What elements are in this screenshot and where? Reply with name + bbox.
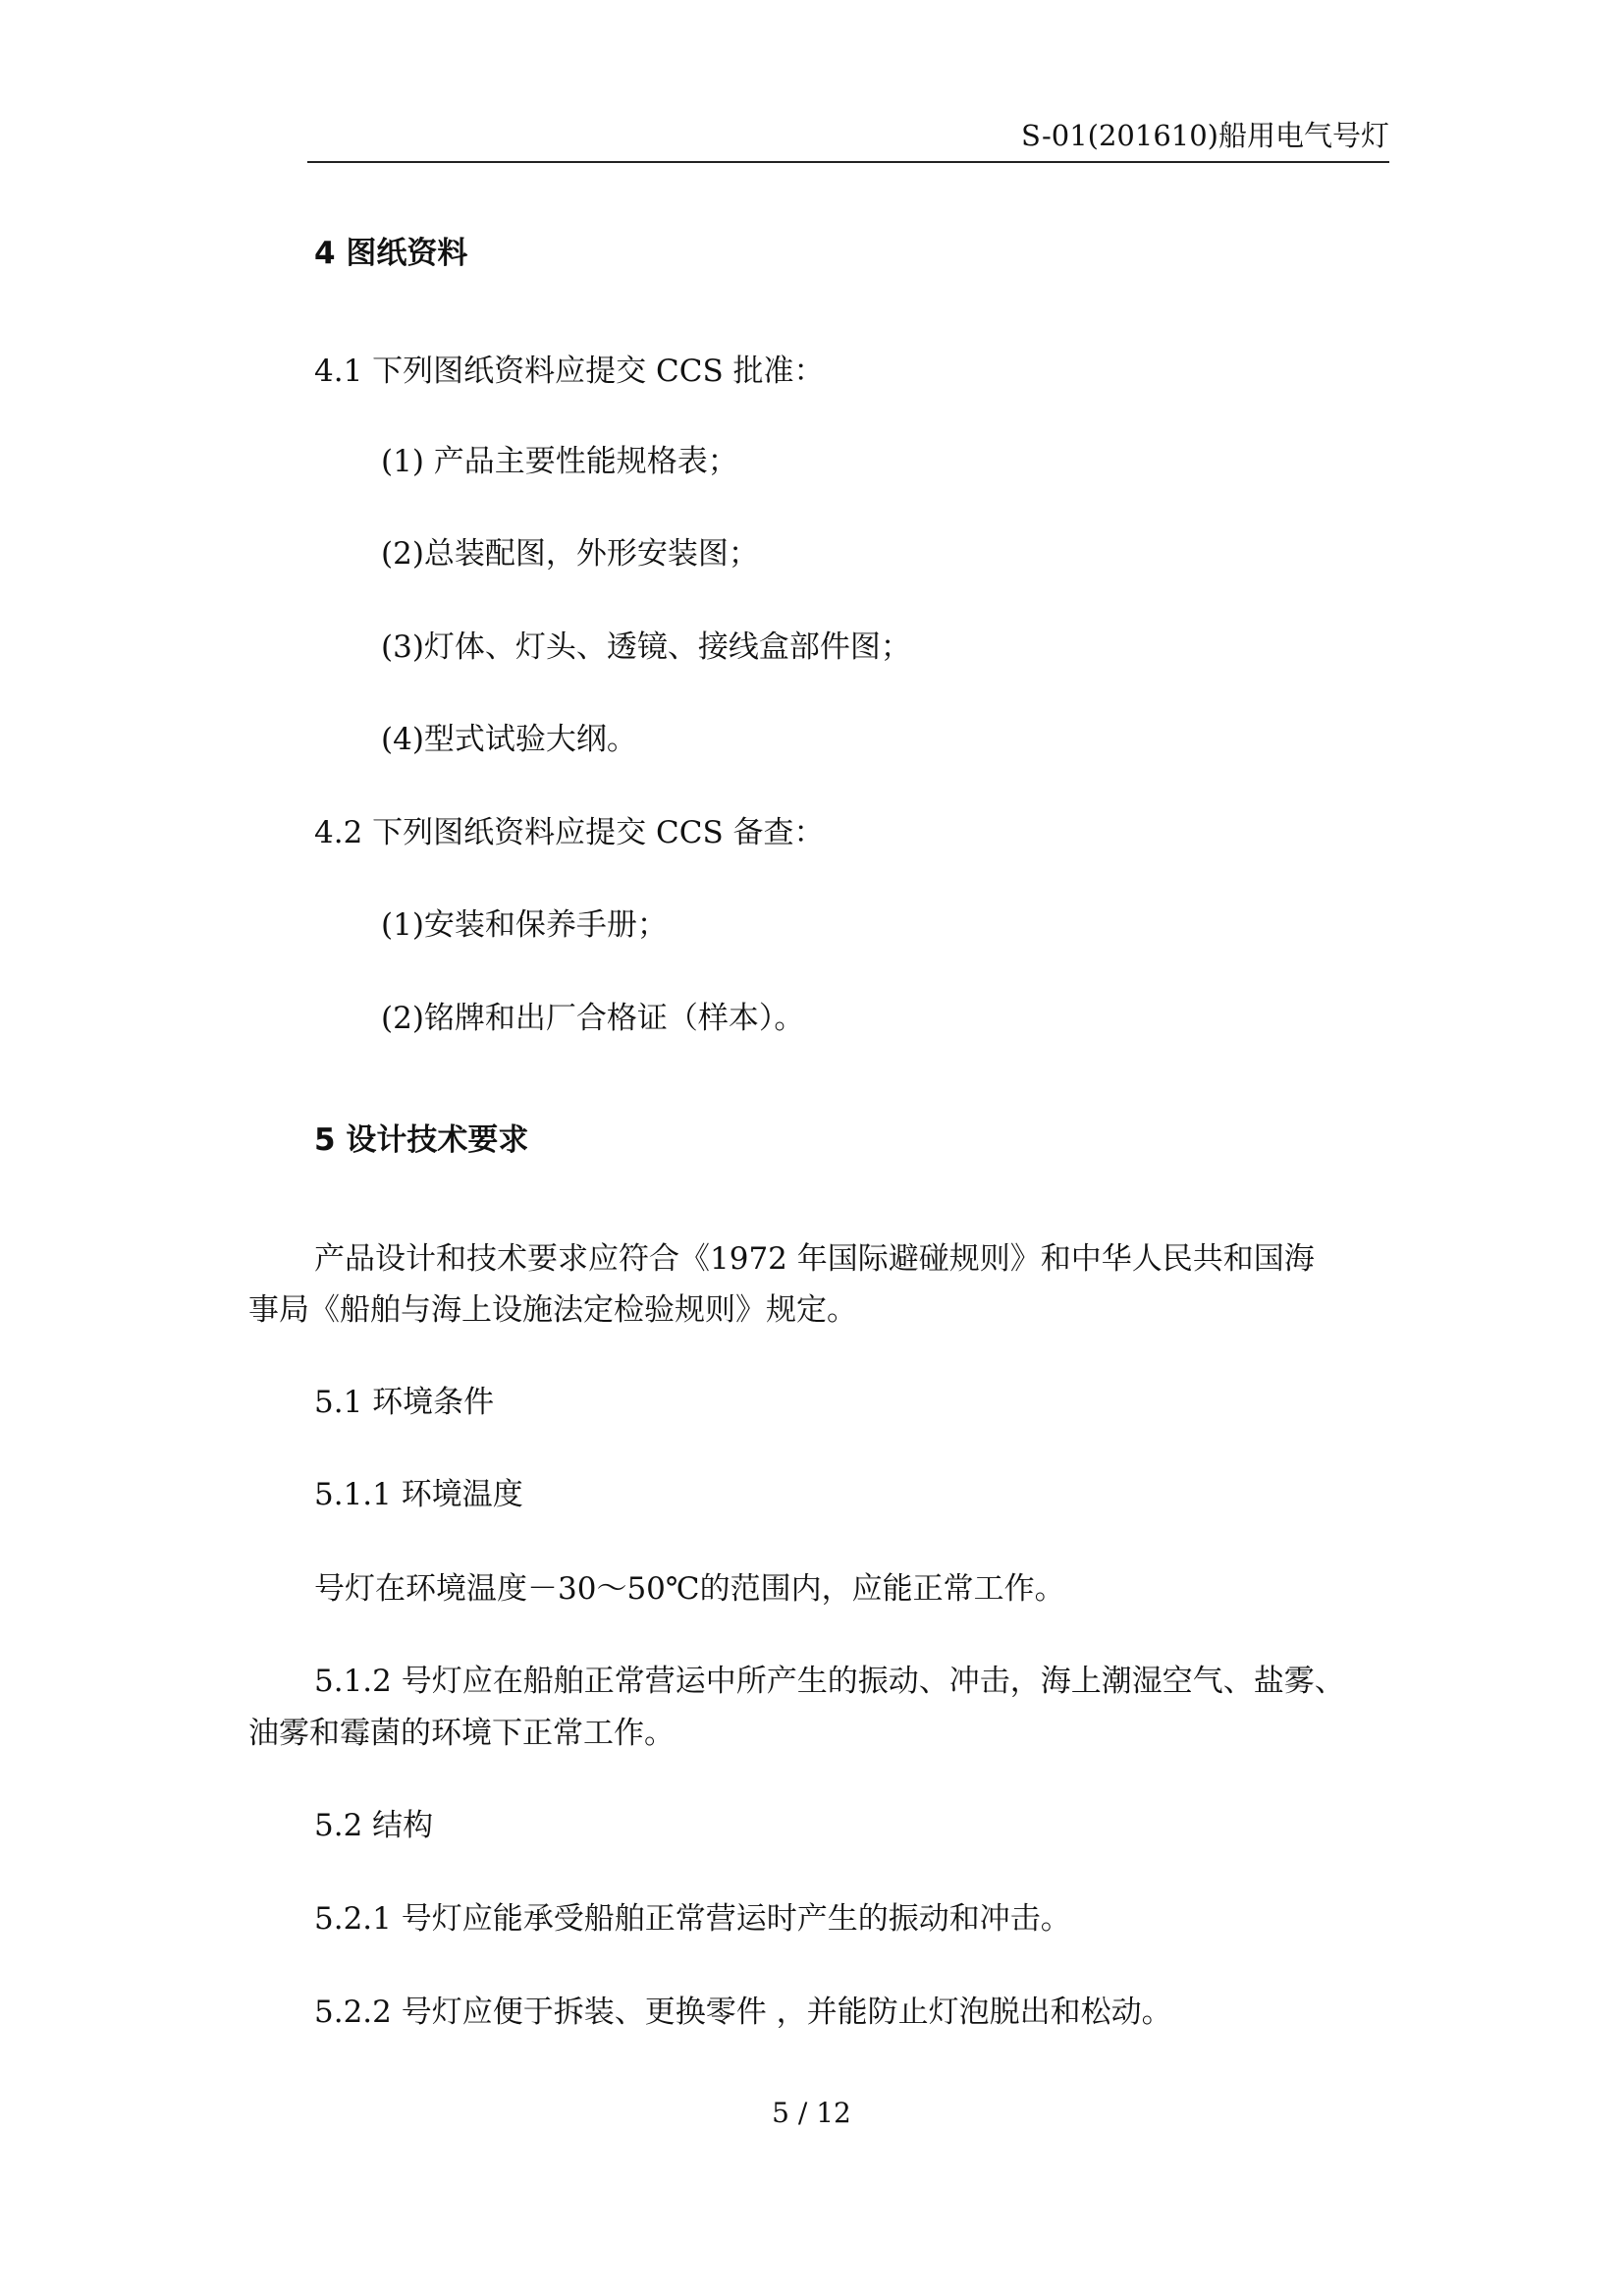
clause-5-1-2-line-1: 5.1.2 号灯应在船舶正常营运中所产生的振动、冲击，海上潮湿空气、盐雾、 bbox=[314, 1664, 1345, 1699]
clause-4-2-item-1: (1)安装和保养手册； bbox=[381, 907, 668, 943]
page-number: 5 / 12 bbox=[772, 2097, 851, 2129]
section-5-intro-line-2: 事局《船舶与海上设施法定检验规则》规定。 bbox=[248, 1292, 857, 1328]
clause-5-1-1-text: 号灯在环境温度－30～50℃的范围内，应能正常工作。 bbox=[314, 1571, 1065, 1607]
clause-4-2: 4.2 下列图纸资料应提交 CCS 备查： bbox=[314, 815, 825, 850]
section-4-heading: 4 图纸资料 bbox=[314, 236, 468, 271]
clause-4-2-item-2: (2)铭牌和出厂合格证（样本）。 bbox=[381, 1001, 805, 1036]
clause-5-2: 5.2 结构 bbox=[314, 1808, 434, 1843]
clause-4-1-item-1: (1) 产品主要性能规格表； bbox=[381, 444, 738, 479]
clause-4-1: 4.1 下列图纸资料应提交 CCS 批准： bbox=[314, 354, 825, 389]
clause-4-1-item-3: (3)灯体、灯头、透镜、接线盒部件图； bbox=[381, 629, 911, 665]
header-divider bbox=[307, 161, 1389, 163]
clause-5-1: 5.1 环境条件 bbox=[314, 1385, 495, 1420]
section-5-heading: 5 设计技术要求 bbox=[314, 1122, 529, 1158]
clause-5-2-2: 5.2.2 号灯应便于拆装、更换零件 ，并能防止灯泡脱出和松动。 bbox=[314, 1995, 1172, 2030]
clause-4-1-item-2: (2)总装配图，外形安装图； bbox=[381, 536, 759, 572]
running-header: S-01(201610)船用电气号灯 bbox=[1021, 119, 1389, 152]
clause-4-1-item-4: (4)型式试验大纲。 bbox=[381, 722, 637, 757]
clause-5-2-1: 5.2.1 号灯应能承受船舶正常营运时产生的振动和冲击。 bbox=[314, 1901, 1071, 1937]
clause-5-1-2-line-2: 油雾和霉菌的环境下正常工作。 bbox=[248, 1716, 675, 1751]
section-5-intro-line-1: 产品设计和技术要求应符合《1972 年国际避碰规则》和中华人民共和国海 bbox=[314, 1241, 1315, 1277]
clause-5-1-1: 5.1.1 环境温度 bbox=[314, 1477, 523, 1512]
